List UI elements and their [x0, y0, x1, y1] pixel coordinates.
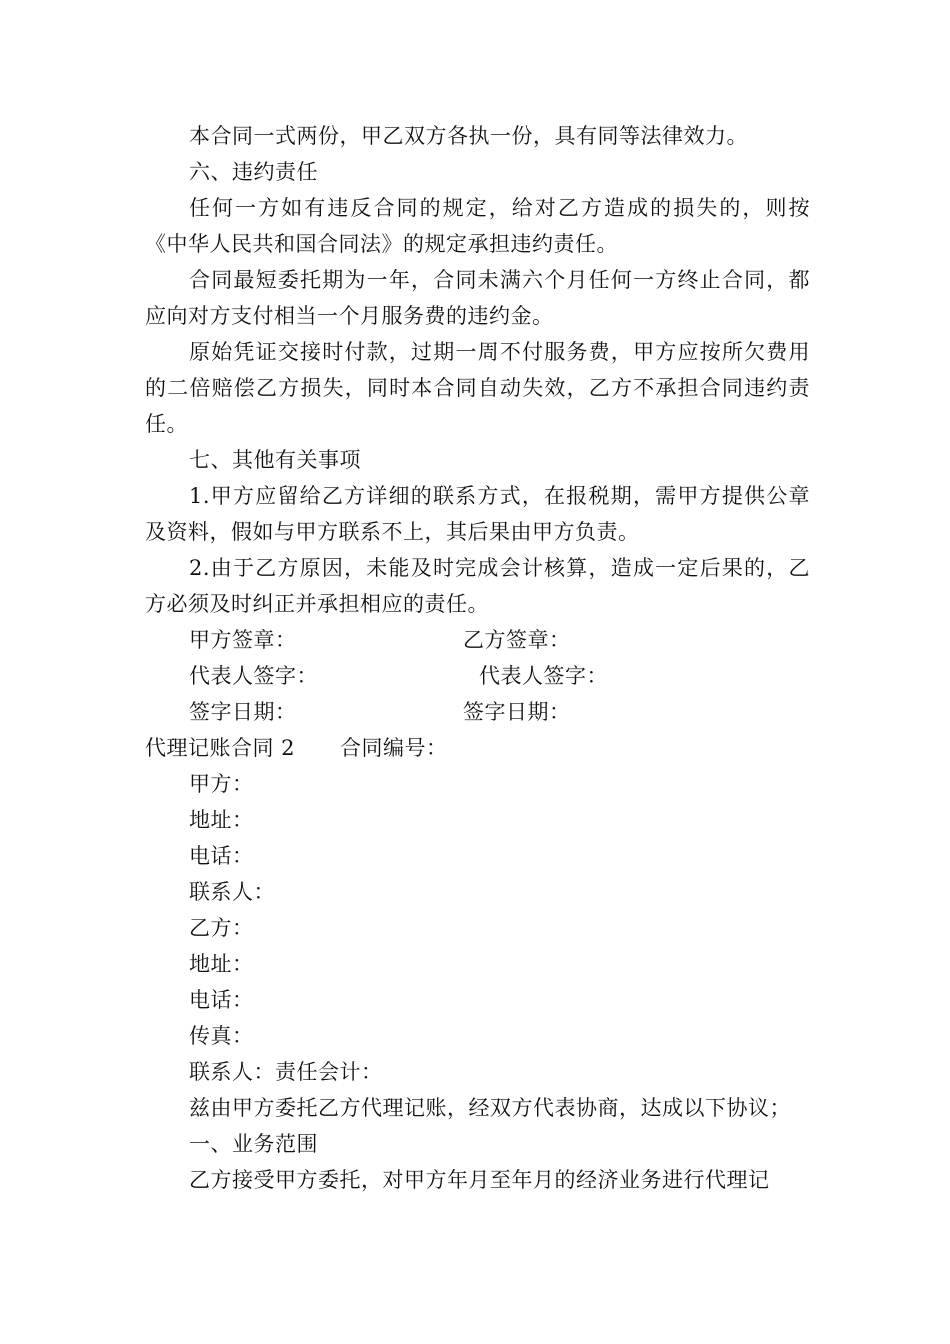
- paragraph-payment-penalty: 原始凭证交接时付款，过期一周不付服务费，甲方应按所欠费用的二倍赔偿乙方损失，同时本合同自动失效，乙方不承担合同违约责任。: [145, 340, 810, 436]
- paragraph-agreement-intro: 兹由甲方委托乙方代理记账，经双方代表协商，达成以下协议；: [189, 1096, 791, 1120]
- field-phone-b: 电话：: [189, 988, 254, 1012]
- paragraph-copies: 本合同一式两份，甲乙双方各执一份，具有同等法律效力。: [189, 124, 748, 148]
- paragraph-item-1: 1.甲方应留给乙方详细的联系方式，在报税期，需甲方提供公章及资料，假如与甲方联系不上，其后果由甲方负责。: [145, 484, 810, 544]
- contract2-title-row: [145, 730, 810, 766]
- signature-row-seal: [145, 622, 810, 658]
- party-b-representative-label: 代表人签字：: [479, 664, 608, 688]
- field-contact-accountant: 联系人：责任会计：: [189, 1060, 383, 1084]
- contract2-number-label: 合同编号：: [340, 736, 448, 760]
- party-b-date-label: 签字日期：: [463, 700, 571, 724]
- section-heading-other: 七、其他有关事项: [189, 448, 361, 472]
- paragraph-min-term: 合同最短委托期为一年，合同未满六个月任何一方终止合同，都应向对方支付相当一个月服务费的违约金。: [145, 268, 810, 328]
- field-contact-a: 联系人：: [189, 880, 275, 904]
- contract2-title: 代理记账合同 2: [145, 736, 296, 760]
- document-body: [145, 118, 810, 1198]
- party-a-seal-label: 甲方签章：: [189, 628, 297, 652]
- field-fax-b: 传真：: [189, 1024, 254, 1048]
- party-a-date-label: 签字日期：: [189, 700, 297, 724]
- paragraph-breach-law: 任何一方如有违反合同的规定，给对乙方造成的损失的，则按《中华人民共和国合同法》的规定承担违约责任。: [145, 196, 810, 256]
- field-phone-a: 电话：: [189, 844, 254, 868]
- section-heading-scope: 一、业务范围: [189, 1132, 318, 1156]
- paragraph-item-2: 2.由于乙方原因，未能及时完成会计核算，造成一定后果的，乙方必须及时纠正并承担相应的责任。: [145, 556, 810, 616]
- field-party-a: 甲方：: [189, 772, 254, 796]
- signature-row-representative: [145, 658, 810, 694]
- field-address-a: 地址：: [189, 808, 254, 832]
- party-a-representative-label: 代表人签字：: [189, 664, 318, 688]
- field-party-b: 乙方：: [189, 916, 254, 940]
- paragraph-scope: 乙方接受甲方委托，对甲方年月至年月的经济业务进行代理记: [189, 1168, 770, 1192]
- section-heading-breach: 六、违约责任: [189, 160, 318, 184]
- signature-row-date: [145, 694, 810, 730]
- field-address-b: 地址：: [189, 952, 254, 976]
- party-b-seal-label: 乙方签章：: [463, 628, 571, 652]
